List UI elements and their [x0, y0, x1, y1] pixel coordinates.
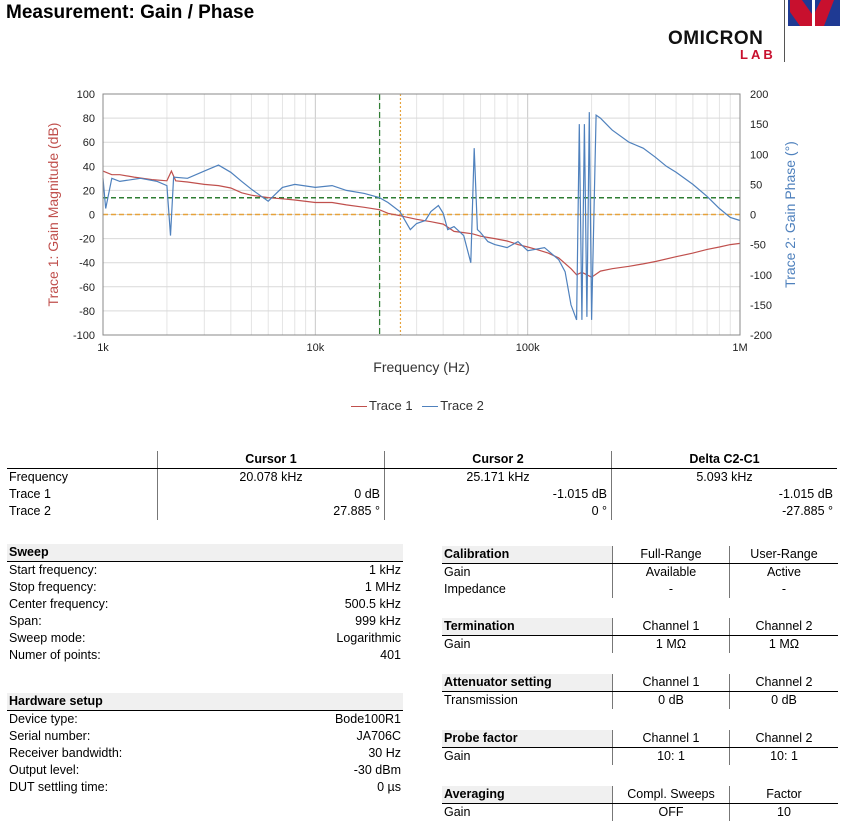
- row-label: Sweep mode:: [9, 631, 86, 645]
- y-tick-label: -60: [79, 281, 95, 294]
- table-row: [7, 596, 403, 613]
- y2-tick-label: 0: [750, 209, 757, 222]
- row-label: Center frequency:: [9, 597, 109, 611]
- y-tick-label: 80: [82, 113, 95, 126]
- y-tick-label: -80: [79, 305, 95, 318]
- legend-swatch-trace2: [422, 406, 438, 407]
- cursor-table-header-c2: Cursor 2: [385, 451, 612, 469]
- logo-divider: [784, 0, 785, 62]
- table-row: [442, 692, 838, 710]
- row-label: Span:: [9, 614, 42, 628]
- table-row: [7, 503, 837, 520]
- row-label: Gain: [444, 749, 471, 763]
- omicron-lab-logo: [668, 0, 843, 66]
- row-value: 0 µs: [377, 780, 401, 794]
- y2-tick-label: -100: [750, 269, 773, 282]
- row-value: 401: [380, 648, 401, 662]
- y-tick-label: 60: [82, 137, 95, 150]
- row-label: Start frequency:: [9, 563, 98, 577]
- x-tick-label: 1k: [97, 342, 109, 354]
- table-row: [7, 469, 837, 487]
- legend-label-trace1: Trace 1: [369, 398, 413, 413]
- y-tick-label: 100: [76, 89, 95, 101]
- row-label: Stop frequency:: [9, 580, 97, 594]
- attenuator-title: Attenuator setting: [442, 674, 613, 692]
- page-title: Measurement: Gain / Phase: [6, 2, 255, 23]
- cell-value: 10: 1: [730, 748, 839, 766]
- table-row: [7, 630, 403, 647]
- calibration-title: Calibration: [442, 546, 613, 564]
- y2-tick-label: 100: [750, 149, 769, 162]
- row-label: Device type:: [9, 712, 78, 726]
- cell-value: 10: 1: [613, 748, 730, 766]
- legend-item-trace1: [351, 398, 413, 413]
- x-axis-ticks: [97, 342, 747, 354]
- probe-col1: Channel 1: [613, 730, 730, 748]
- table-row: [442, 804, 838, 822]
- gain-phase-chart: [0, 80, 843, 390]
- y2-axis-label: Trace 2: Gain Phase (°): [782, 141, 798, 288]
- cell-c2: -1.015 dB: [385, 486, 612, 503]
- table-row: [7, 711, 403, 729]
- row-value: 1 kHz: [369, 563, 401, 577]
- row-label: Frequency: [9, 470, 69, 484]
- cell-c2: 25.171 kHz: [385, 469, 612, 487]
- cursor-table-header-c1: Cursor 1: [158, 451, 385, 469]
- row-label: Output level:: [9, 763, 80, 777]
- y2-tick-label: 200: [750, 89, 769, 101]
- attenuator-table: [442, 674, 838, 709]
- chart-grid: [103, 94, 740, 335]
- y-tick-label: -20: [79, 233, 95, 246]
- table-row: [7, 613, 403, 630]
- table-row: [442, 581, 838, 598]
- y-tick-label: -40: [79, 257, 95, 270]
- probe-col2: Channel 2: [730, 730, 839, 748]
- x-tick-label: 1M: [732, 342, 748, 354]
- sweep-table: [7, 544, 403, 664]
- termination-col1: Channel 1: [613, 618, 730, 636]
- calibration-col2: User-Range: [730, 546, 839, 564]
- x-axis-label: Frequency (Hz): [373, 359, 470, 375]
- logo-flag-icon: [788, 0, 843, 28]
- cell-c1: 27.885 °: [158, 503, 385, 520]
- averaging-col1: Compl. Sweeps: [613, 786, 730, 804]
- row-value: Logarithmic: [336, 631, 401, 645]
- table-row: [442, 636, 838, 654]
- cell-value: 0 dB: [613, 692, 730, 710]
- table-row: [7, 562, 403, 580]
- cell-delta: -27.885 °: [612, 503, 838, 520]
- termination-col2: Channel 2: [730, 618, 839, 636]
- cell-value: 1 MΩ: [613, 636, 730, 654]
- row-value: 999 kHz: [355, 614, 401, 628]
- table-row: [7, 779, 403, 796]
- cell-delta: 5.093 kHz: [612, 469, 838, 487]
- legend-swatch-trace1: [351, 406, 367, 407]
- logo-text-lab: LAB: [740, 47, 776, 62]
- row-label: Gain: [444, 805, 471, 819]
- row-label: Trace 2: [9, 504, 51, 518]
- cell-value: -: [730, 581, 839, 598]
- row-label: Numer of points:: [9, 648, 101, 662]
- cell-value: 10: [730, 804, 839, 822]
- row-label: Receiver bandwidth:: [9, 746, 123, 760]
- y2-tick-label: -150: [750, 299, 773, 312]
- probe-table: [442, 730, 838, 765]
- attenuator-col1: Channel 1: [613, 674, 730, 692]
- y2-axis-ticks: [750, 89, 772, 342]
- y2-tick-label: 50: [750, 179, 763, 192]
- cell-value: OFF: [613, 804, 730, 822]
- termination-table: [442, 618, 838, 653]
- table-row: [7, 762, 403, 779]
- row-value: -30 dBm: [353, 763, 401, 777]
- cell-value: Active: [730, 564, 839, 582]
- row-label: DUT settling time:: [9, 780, 109, 794]
- hardware-title: Hardware setup: [7, 693, 403, 711]
- calibration-col1: Full-Range: [613, 546, 730, 564]
- cell-c1: 20.078 kHz: [158, 469, 385, 487]
- averaging-title: Averaging: [442, 786, 613, 804]
- attenuator-col2: Channel 2: [730, 674, 839, 692]
- table-row: [7, 579, 403, 596]
- y2-tick-label: 150: [750, 119, 769, 132]
- legend-item-trace2: [422, 398, 484, 413]
- termination-title: Termination: [442, 618, 613, 636]
- cell-value: -: [613, 581, 730, 598]
- table-row: [442, 564, 838, 582]
- row-label: Serial number:: [9, 729, 91, 743]
- table-row: [7, 728, 403, 745]
- y-axis-label: Trace 1: Gain Magnitude (dB): [45, 122, 61, 307]
- y2-tick-label: -50: [750, 239, 766, 252]
- chart-legend: [351, 398, 490, 413]
- cursor-table-header-delta: Delta C2-C1: [612, 451, 838, 469]
- y-tick-label: -100: [72, 330, 95, 342]
- logo-text-omicron: OMICRON: [668, 28, 764, 49]
- cursor-table: [7, 451, 837, 520]
- averaging-table: [442, 786, 838, 821]
- table-row: [7, 647, 403, 664]
- table-row: [7, 745, 403, 762]
- probe-title: Probe factor: [442, 730, 613, 748]
- row-value: Bode100R1: [334, 712, 401, 726]
- sweep-title: Sweep: [7, 544, 403, 562]
- row-label: Impedance: [444, 582, 506, 596]
- table-row: [7, 486, 837, 503]
- averaging-col2: Factor: [730, 786, 839, 804]
- cursor-table-header-empty: [7, 451, 158, 469]
- y-tick-label: 20: [82, 185, 95, 198]
- row-value: 500.5 kHz: [344, 597, 401, 611]
- cell-value: 0 dB: [730, 692, 839, 710]
- legend-label-trace2: Trace 2: [440, 398, 484, 413]
- row-value: JA706C: [356, 729, 401, 743]
- y-tick-label: 40: [82, 161, 95, 174]
- hardware-table: [7, 693, 403, 796]
- cell-c2: 0 °: [385, 503, 612, 520]
- cell-delta: -1.015 dB: [612, 486, 838, 503]
- calibration-table: [442, 546, 838, 598]
- cell-c1: 0 dB: [158, 486, 385, 503]
- x-tick-label: 10k: [306, 342, 325, 354]
- y-axis-ticks: [73, 89, 95, 342]
- row-value: 1 MHz: [364, 580, 401, 594]
- row-label: Trace 1: [9, 487, 51, 501]
- row-label: Gain: [444, 637, 471, 651]
- cell-value: 1 MΩ: [730, 636, 839, 654]
- table-row: [442, 748, 838, 766]
- cell-value: Available: [613, 564, 730, 582]
- y2-tick-label: -200: [750, 330, 773, 342]
- y-tick-label: 0: [88, 209, 95, 222]
- row-label: Gain: [444, 565, 471, 579]
- x-tick-label: 100k: [515, 342, 540, 354]
- row-value: 30 Hz: [368, 746, 401, 760]
- row-label: Transmission: [444, 693, 518, 707]
